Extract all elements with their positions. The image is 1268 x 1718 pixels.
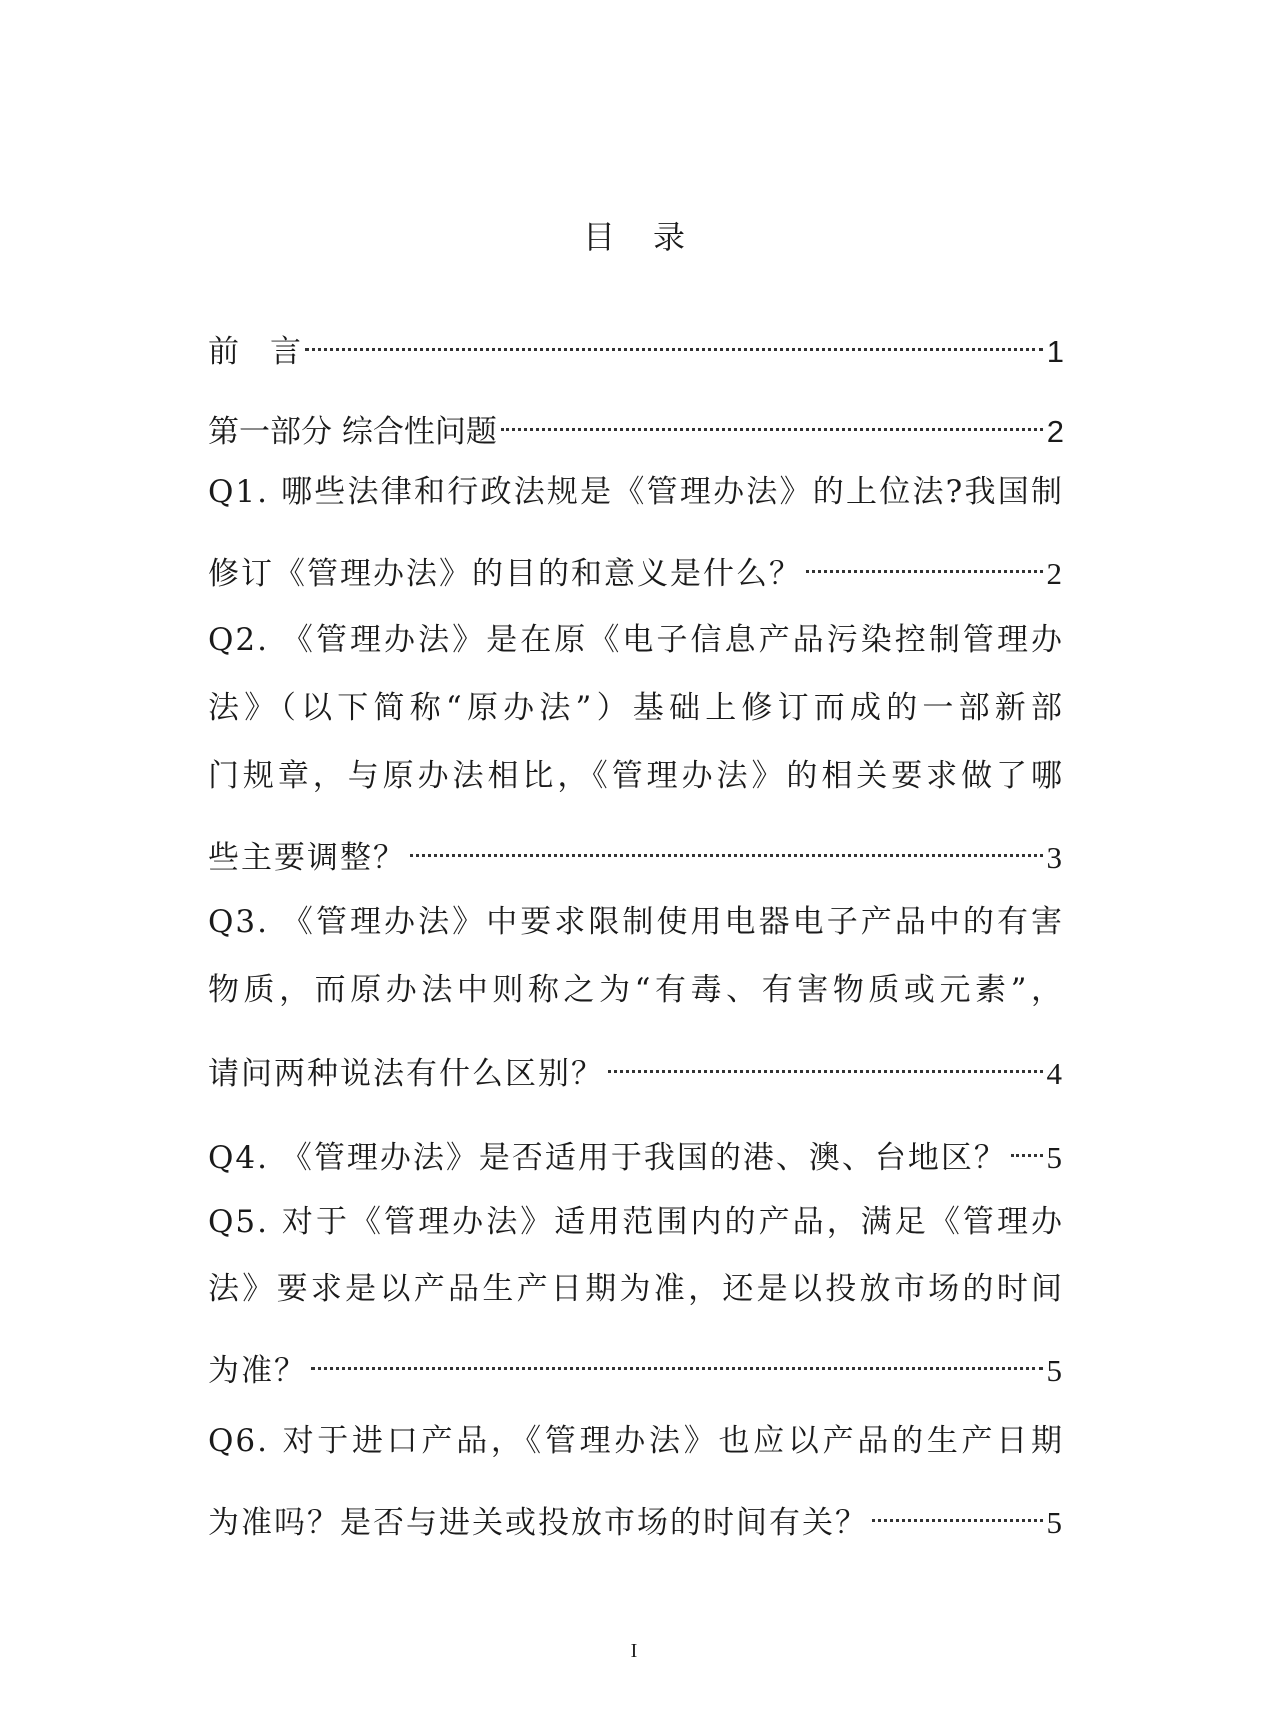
toc-entry-text: 前 言 xyxy=(208,334,301,370)
toc-entry-part1[interactable] xyxy=(208,394,1064,450)
toc-entry-text: Q5. 对于《管理办法》适用范围内的产品，满足《管理办 xyxy=(208,1204,1064,1240)
dot-leader xyxy=(1011,1120,1043,1168)
toc-entry-text: Q4. 《管理办法》是否适用于我国的港、澳、台地区？ xyxy=(208,1140,1007,1176)
dot-leader xyxy=(311,1333,1043,1381)
toc-entry-line xyxy=(208,616,1064,664)
toc-entry-text: Q3. 《管理办法》中要求限制使用电器电子产品中的有害 xyxy=(208,904,1064,940)
toc-entry-q1[interactable] xyxy=(208,536,1064,592)
toc-page-number[interactable]: 2 xyxy=(1046,414,1064,449)
toc-entry-line xyxy=(208,752,1064,800)
toc-entry-q3[interactable] xyxy=(208,1036,1064,1092)
toc-entry-text: 为准？ xyxy=(208,1353,307,1389)
toc-entry-preface[interactable] xyxy=(208,314,1064,370)
toc-page-number[interactable]: 5 xyxy=(1046,1140,1064,1175)
toc-page-number[interactable]: 5 xyxy=(1046,1505,1064,1540)
toc-title: 目录 xyxy=(582,218,723,256)
toc-entry-q4[interactable] xyxy=(208,1120,1064,1176)
toc-entry-text: 物质，而原办法中则称之为“有毒、有害物质或元素”， xyxy=(208,972,1064,1008)
toc-entry-line xyxy=(208,1417,1064,1465)
toc-entry-text: 为准吗？是否与进关或投放市场的时间有关？ xyxy=(208,1505,868,1541)
toc-page-number[interactable]: 2 xyxy=(1046,556,1064,591)
toc-entry-text: 些主要调整？ xyxy=(208,840,406,876)
toc-entry-text: 法》（以下简称“原办法”）基础上修订而成的一部新部 xyxy=(208,690,1064,726)
toc-entry-line xyxy=(208,1198,1064,1246)
toc-entry-text: 门规章，与原办法相比，《管理办法》的相关要求做了哪 xyxy=(208,758,1064,794)
dot-leader xyxy=(872,1485,1043,1533)
toc-entry-q6[interactable] xyxy=(208,1485,1064,1541)
toc-page-number[interactable]: 5 xyxy=(1046,1353,1064,1388)
toc-entry-line xyxy=(208,468,1064,516)
dot-leader xyxy=(305,314,1043,362)
page-number-footer: I xyxy=(630,1640,638,1662)
toc-entry-text: 第一部分 综合性问题 xyxy=(208,414,497,450)
toc-entry-text: 法》要求是以产品生产日期为准，还是以投放市场的时间 xyxy=(208,1271,1064,1307)
toc-entry-line xyxy=(208,684,1064,732)
toc-entry-line xyxy=(208,1265,1064,1313)
dot-leader xyxy=(608,1036,1043,1084)
toc-entry-text: Q2. 《管理办法》是在原《电子信息产品污染控制管理办 xyxy=(208,622,1064,658)
dot-leader xyxy=(410,820,1043,868)
toc-entry-line xyxy=(208,966,1064,1014)
toc-page-number[interactable]: 3 xyxy=(1046,840,1064,875)
toc-entry-text: 修订《管理办法》的目的和意义是什么？ xyxy=(208,556,802,592)
toc-entry-text: 请问两种说法有什么区别？ xyxy=(208,1056,604,1092)
toc-entry-text: Q6. 对于进口产品，《管理办法》也应以产品的生产日期 xyxy=(208,1423,1064,1459)
toc-entry-q5[interactable] xyxy=(208,1333,1064,1389)
toc-page-number[interactable]: 1 xyxy=(1046,334,1064,369)
toc-entry-line xyxy=(208,898,1064,946)
toc-entry-q2[interactable] xyxy=(208,820,1064,876)
toc-page-number[interactable]: 4 xyxy=(1046,1056,1064,1091)
dot-leader xyxy=(501,394,1043,442)
toc-entry-text: Q1. 哪些法律和行政法规是《管理办法》的上位法?我国制 xyxy=(208,474,1064,510)
dot-leader xyxy=(806,536,1043,584)
